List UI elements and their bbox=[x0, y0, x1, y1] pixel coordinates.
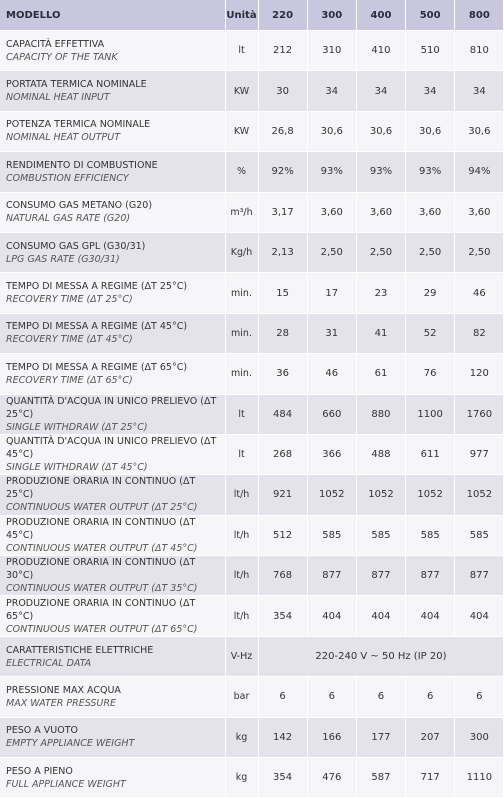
value-cell: 3,60 bbox=[356, 192, 405, 232]
label-italian: PORTATA TERMICA NOMINALE bbox=[6, 79, 147, 91]
label-italian: PRODUZIONE ORARIA IN CONTINUO (ΔT 25°C) bbox=[6, 476, 196, 501]
value-cell: 512 bbox=[258, 515, 307, 555]
table-row bbox=[0, 273, 504, 313]
value-cell: 34 bbox=[455, 71, 504, 111]
value-cell: 92% bbox=[258, 152, 307, 192]
label-italian: QUANTITÀ D'ACQUA IN UNICO PRELIEVO (ΔT 45°C) bbox=[6, 436, 217, 461]
value-cell: 510 bbox=[406, 31, 455, 71]
value-cell: 82 bbox=[455, 313, 504, 353]
value-cell: 310 bbox=[307, 31, 356, 71]
value-cell: 2,50 bbox=[356, 232, 405, 272]
value-cell: 585 bbox=[356, 515, 405, 555]
label-italian: PRESSIONE MAX ACQUA bbox=[6, 684, 121, 696]
value-cell: 29 bbox=[406, 273, 455, 313]
value-cell: 880 bbox=[356, 394, 405, 434]
model-500-header: 500 bbox=[406, 0, 455, 31]
value-cell: 6 bbox=[258, 677, 307, 717]
row-label bbox=[0, 717, 225, 757]
value-cell: 93% bbox=[307, 152, 356, 192]
row-label bbox=[0, 677, 225, 717]
value-cell: 1052 bbox=[356, 475, 405, 515]
value-cell: 2,13 bbox=[258, 232, 307, 272]
value-cell: 28 bbox=[258, 313, 307, 353]
value-cell: 3,60 bbox=[406, 192, 455, 232]
table-row bbox=[0, 556, 504, 596]
unit-cell: lt bbox=[225, 31, 258, 71]
value-cell: 810 bbox=[455, 31, 504, 71]
value-cell: 93% bbox=[406, 152, 455, 192]
value-cell: 34 bbox=[356, 71, 405, 111]
unit-cell: min. bbox=[225, 313, 258, 353]
value-cell: 30,6 bbox=[455, 111, 504, 151]
row-label bbox=[0, 273, 225, 313]
label-english: NOMINAL HEAT INPUT bbox=[6, 92, 110, 104]
unit-cell: lt/h bbox=[225, 596, 258, 636]
unit-cell: min. bbox=[225, 273, 258, 313]
model-800-header: 800 bbox=[455, 0, 504, 31]
value-cell: 977 bbox=[455, 434, 504, 474]
row-label bbox=[0, 232, 225, 272]
table-row bbox=[0, 31, 504, 71]
row-label bbox=[0, 313, 225, 353]
unit-header: Unità bbox=[225, 0, 258, 31]
value-cell: 354 bbox=[258, 758, 307, 798]
value-cell: 207 bbox=[406, 717, 455, 757]
table-row bbox=[0, 192, 504, 232]
table-row bbox=[0, 515, 504, 555]
value-cell: 3,60 bbox=[455, 192, 504, 232]
value-cell: 404 bbox=[356, 596, 405, 636]
table-row bbox=[0, 111, 504, 151]
value-cell: 3,17 bbox=[258, 192, 307, 232]
row-label bbox=[0, 556, 225, 596]
label-italian: TEMPO DI MESSA A REGIME (ΔT 45°C) bbox=[6, 321, 188, 333]
value-cell: 1110 bbox=[455, 758, 504, 798]
label-english: SINGLE WITHDRAW (ΔT 45°C) bbox=[6, 462, 148, 474]
value-cell: 404 bbox=[455, 596, 504, 636]
table-row bbox=[0, 434, 504, 474]
label-english: RECOVERY TIME (ΔT 45°C) bbox=[6, 334, 133, 346]
row-label bbox=[0, 354, 225, 394]
unit-cell: V-Hz bbox=[225, 636, 258, 676]
value-cell: 354 bbox=[258, 596, 307, 636]
unit-cell: min. bbox=[225, 354, 258, 394]
label-english: CONTINUOUS WATER OUTPUT (ΔT 35°C) bbox=[6, 583, 198, 595]
value-cell: 410 bbox=[356, 31, 405, 71]
row-label bbox=[0, 475, 225, 515]
model-400-header: 400 bbox=[356, 0, 405, 31]
label-english: CAPACITY OF THE TANK bbox=[6, 51, 118, 63]
table-row bbox=[0, 71, 504, 111]
label-italian: PRODUZIONE ORARIA IN CONTINUO (ΔT 65°C) bbox=[6, 597, 196, 622]
row-label bbox=[0, 394, 225, 434]
unit-cell: kg bbox=[225, 758, 258, 798]
label-english: COMBUSTION EFFICIENCY bbox=[6, 172, 129, 184]
label-english: CONTINUOUS WATER OUTPUT (ΔT 25°C) bbox=[6, 502, 198, 514]
row-label bbox=[0, 71, 225, 111]
value-cell: 2,50 bbox=[406, 232, 455, 272]
value-cell: 404 bbox=[307, 596, 356, 636]
value-cell: 23 bbox=[356, 273, 405, 313]
value-cell: 15 bbox=[258, 273, 307, 313]
value-cell: 26,8 bbox=[258, 111, 307, 151]
label-english: FULL APPLIANCE WEIGHT bbox=[6, 778, 126, 790]
value-cell: 94% bbox=[455, 152, 504, 192]
value-cell: 585 bbox=[406, 515, 455, 555]
value-cell: 877 bbox=[307, 556, 356, 596]
table-row bbox=[0, 313, 504, 353]
value-cell: 120 bbox=[455, 354, 504, 394]
row-label bbox=[0, 31, 225, 71]
value-cell: 476 bbox=[307, 758, 356, 798]
value-cell: 6 bbox=[455, 677, 504, 717]
row-label bbox=[0, 636, 225, 676]
value-cell: 300 bbox=[455, 717, 504, 757]
value-cell: 3,60 bbox=[307, 192, 356, 232]
label-english: CONTINUOUS WATER OUTPUT (ΔT 65°C) bbox=[6, 623, 198, 635]
value-cell: 30,6 bbox=[356, 111, 405, 151]
label-english: RECOVERY TIME (ΔT 25°C) bbox=[6, 294, 133, 306]
value-cell: 177 bbox=[356, 717, 405, 757]
table-row bbox=[0, 636, 504, 676]
value-cell: 268 bbox=[258, 434, 307, 474]
table-row bbox=[0, 596, 504, 636]
model-300-header: 300 bbox=[307, 0, 356, 31]
label-italian: CAPACITÀ EFFETTIVA bbox=[6, 38, 105, 50]
row-label bbox=[0, 758, 225, 798]
value-cell: 93% bbox=[356, 152, 405, 192]
value-cell: 166 bbox=[307, 717, 356, 757]
value-cell: 1052 bbox=[455, 475, 504, 515]
label-italian: PESO A VUOTO bbox=[6, 725, 78, 737]
value-cell: 17 bbox=[307, 273, 356, 313]
value-cell: 2,50 bbox=[307, 232, 356, 272]
label-english: RECOVERY TIME (ΔT 65°C) bbox=[6, 374, 133, 386]
table-row bbox=[0, 758, 504, 798]
label-italian: CARATTERISTICHE ELETTRICHE bbox=[6, 644, 154, 656]
label-italian: CONSUMO GAS GPL (G30/31) bbox=[6, 240, 146, 252]
value-cell: 1760 bbox=[455, 394, 504, 434]
label-italian: PESO A PIENO bbox=[6, 765, 73, 777]
value-cell: 366 bbox=[307, 434, 356, 474]
label-italian: QUANTITÀ D'ACQUA IN UNICO PRELIEVO (ΔT 25°C) bbox=[6, 395, 217, 420]
label-english: SINGLE WITHDRAW (ΔT 25°C) bbox=[6, 421, 148, 433]
label-italian: TEMPO DI MESSA A REGIME (ΔT 65°C) bbox=[6, 361, 188, 373]
value-cell: 36 bbox=[258, 354, 307, 394]
row-label bbox=[0, 434, 225, 474]
value-cell: 587 bbox=[356, 758, 405, 798]
model-header: MODELLO bbox=[0, 0, 225, 31]
value-cell: 6 bbox=[307, 677, 356, 717]
value-cell: 921 bbox=[258, 475, 307, 515]
label-english: LPG GAS RATE (G30/31) bbox=[6, 253, 120, 265]
label-english: MAX WATER PRESSURE bbox=[6, 697, 116, 709]
value-cell: 2,50 bbox=[455, 232, 504, 272]
unit-cell: m³/h bbox=[225, 192, 258, 232]
value-cell: 30 bbox=[258, 71, 307, 111]
unit-cell: lt/h bbox=[225, 475, 258, 515]
table-row bbox=[0, 152, 504, 192]
value-cell: 46 bbox=[455, 273, 504, 313]
value-cell: 6 bbox=[356, 677, 405, 717]
value-cell: 488 bbox=[356, 434, 405, 474]
value-cell: 61 bbox=[356, 354, 405, 394]
value-cell: 585 bbox=[455, 515, 504, 555]
value-cell: 484 bbox=[258, 394, 307, 434]
value-cell: 1052 bbox=[406, 475, 455, 515]
model-220-header: 220 bbox=[258, 0, 307, 31]
unit-cell: lt bbox=[225, 394, 258, 434]
unit-cell: lt/h bbox=[225, 515, 258, 555]
value-cell: 611 bbox=[406, 434, 455, 474]
label-italian: RENDIMENTO DI COMBUSTIONE bbox=[6, 159, 158, 171]
unit-cell: bar bbox=[225, 677, 258, 717]
label-italian: TEMPO DI MESSA A REGIME (ΔT 25°C) bbox=[6, 281, 188, 293]
value-cell: 30,6 bbox=[307, 111, 356, 151]
row-label bbox=[0, 111, 225, 151]
value-cell: 877 bbox=[356, 556, 405, 596]
table-row bbox=[0, 394, 504, 434]
unit-cell: KW bbox=[225, 111, 258, 151]
value-cell: 1100 bbox=[406, 394, 455, 434]
merged-value-cell: 220-240 V ~ 50 Hz (IP 20) bbox=[258, 636, 504, 676]
header-row bbox=[0, 0, 504, 31]
value-cell: 717 bbox=[406, 758, 455, 798]
value-cell: 30,6 bbox=[406, 111, 455, 151]
label-italian: CONSUMO GAS METANO (G20) bbox=[6, 200, 153, 212]
value-cell: 877 bbox=[455, 556, 504, 596]
value-cell: 404 bbox=[406, 596, 455, 636]
unit-cell: lt bbox=[225, 434, 258, 474]
value-cell: 52 bbox=[406, 313, 455, 353]
unit-cell: % bbox=[225, 152, 258, 192]
value-cell: 41 bbox=[356, 313, 405, 353]
value-cell: 142 bbox=[258, 717, 307, 757]
table-row bbox=[0, 475, 504, 515]
label-italian: POTENZA TERMICA NOMINALE bbox=[6, 119, 151, 131]
value-cell: 212 bbox=[258, 31, 307, 71]
value-cell: 877 bbox=[406, 556, 455, 596]
row-label bbox=[0, 152, 225, 192]
value-cell: 585 bbox=[307, 515, 356, 555]
table-row bbox=[0, 717, 504, 757]
value-cell: 660 bbox=[307, 394, 356, 434]
unit-cell: KW bbox=[225, 71, 258, 111]
label-italian: PRODUZIONE ORARIA IN CONTINUO (ΔT 45°C) bbox=[6, 516, 196, 541]
unit-cell: kg bbox=[225, 717, 258, 757]
label-english: NOMINAL HEAT OUTPUT bbox=[6, 132, 120, 144]
label-english: EMPTY APPLIANCE WEIGHT bbox=[6, 738, 135, 750]
label-italian: PRODUZIONE ORARIA IN CONTINUO (ΔT 30°C) bbox=[6, 557, 196, 582]
value-cell: 31 bbox=[307, 313, 356, 353]
label-english: NATURAL GAS RATE (G20) bbox=[6, 213, 131, 225]
value-cell: 34 bbox=[307, 71, 356, 111]
value-cell: 76 bbox=[406, 354, 455, 394]
label-english: ELECTRICAL DATA bbox=[6, 657, 92, 669]
label-english: CONTINUOUS WATER OUTPUT (ΔT 45°C) bbox=[6, 542, 198, 554]
value-cell: 768 bbox=[258, 556, 307, 596]
value-cell: 6 bbox=[406, 677, 455, 717]
table-row bbox=[0, 677, 504, 717]
table-row bbox=[0, 354, 504, 394]
value-cell: 46 bbox=[307, 354, 356, 394]
row-label bbox=[0, 192, 225, 232]
value-cell: 34 bbox=[406, 71, 455, 111]
row-label bbox=[0, 596, 225, 636]
unit-cell: lt/h bbox=[225, 556, 258, 596]
row-label bbox=[0, 515, 225, 555]
table-row bbox=[0, 232, 504, 272]
value-cell: 1052 bbox=[307, 475, 356, 515]
unit-cell: Kg/h bbox=[225, 232, 258, 272]
